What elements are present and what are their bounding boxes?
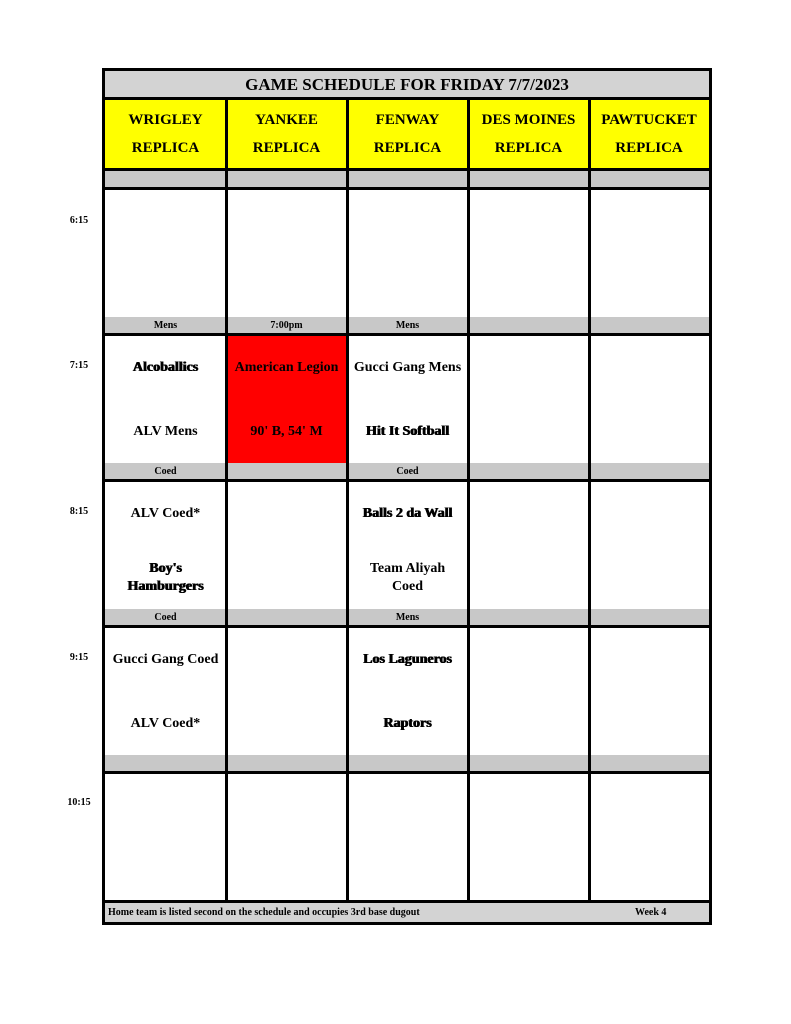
slot-label	[347, 171, 468, 190]
game-cell	[226, 482, 347, 609]
time-label-815: 8:15	[69, 506, 89, 517]
game-cell	[226, 774, 347, 899]
field-name: PAWTUCKET	[601, 112, 697, 128]
slot-label	[226, 609, 347, 628]
field-header-yankee	[226, 100, 347, 171]
home-team: 90' B, 54' M	[250, 424, 323, 439]
slot-label	[226, 463, 347, 482]
away-team: Los Laguneros	[363, 652, 452, 667]
field-header-pawtucket	[589, 100, 709, 171]
field-name: FENWAY	[375, 112, 440, 128]
away-team: Gucci Gang Coed	[112, 652, 219, 667]
time-label-715: 7:15	[69, 360, 89, 371]
column-divider	[346, 100, 349, 900]
schedule-table	[102, 68, 712, 925]
slot-label	[105, 171, 226, 190]
slot-label	[468, 171, 589, 190]
column-divider	[467, 100, 470, 900]
game-cell	[105, 190, 226, 317]
game-cell	[589, 628, 709, 755]
home-team: Boy's Hamburgers	[127, 561, 204, 594]
time-label-1015: 10:15	[67, 797, 91, 808]
game-cell	[105, 336, 226, 463]
home-team-note: Home team is listed second on the schedule and occupies 3rd base dugout	[108, 907, 420, 918]
field-type: REPLICA	[131, 140, 200, 156]
slot-label	[226, 171, 347, 190]
game-cell	[468, 336, 589, 463]
game-cell	[226, 190, 347, 317]
field-type: REPLICA	[615, 140, 683, 156]
away-team: Gucci Gang Mens	[353, 360, 462, 375]
game-cell	[347, 336, 468, 463]
slot-label	[589, 317, 709, 336]
game-cell	[589, 336, 709, 463]
slot-label: Coed	[105, 463, 226, 482]
home-team: ALV Coed*	[130, 716, 201, 731]
slot-label: Mens	[347, 609, 468, 628]
field-header-wrigley	[105, 100, 226, 171]
field-type: REPLICA	[494, 140, 563, 156]
field-type: REPLICA	[252, 140, 321, 156]
time-label-915: 9:15	[69, 652, 89, 663]
game-cell	[226, 628, 347, 755]
schedule-title: GAME SCHEDULE FOR FRIDAY 7/7/2023	[105, 71, 709, 100]
home-team: Raptors	[383, 716, 432, 731]
week-label: Week 4	[635, 907, 667, 918]
game-cell	[468, 628, 589, 755]
game-cell	[589, 190, 709, 317]
slot-label	[347, 755, 468, 774]
slot-label	[468, 609, 589, 628]
away-team: American Legion	[234, 360, 339, 375]
field-name: YANKEE	[255, 112, 318, 128]
game-cell	[347, 190, 468, 317]
slot-label	[589, 609, 709, 628]
away-team: ALV Coed*	[130, 506, 201, 521]
field-name: DES MOINES	[481, 112, 576, 128]
game-cell	[468, 774, 589, 899]
slot-label	[589, 755, 709, 774]
game-cell	[468, 190, 589, 317]
game-cell	[347, 482, 468, 609]
game-cell	[589, 482, 709, 609]
home-team: ALV Mens	[133, 424, 198, 439]
time-label-615: 6:15	[69, 215, 89, 226]
slot-label	[468, 317, 589, 336]
field-header-des-moines	[468, 100, 589, 171]
slot-label	[226, 755, 347, 774]
slot-label	[468, 755, 589, 774]
home-team: Team Aliyah Coed	[369, 561, 446, 594]
game-cell	[105, 774, 226, 899]
away-team: Alcoballics	[132, 360, 199, 375]
home-team: Hit It Softball	[365, 424, 450, 439]
slot-label: Coed	[347, 463, 468, 482]
game-cell	[226, 336, 347, 463]
slot-label	[589, 463, 709, 482]
slot-label: Mens	[105, 317, 226, 336]
slot-label: Mens	[347, 317, 468, 336]
away-team: Balls 2 da Wall	[362, 506, 453, 521]
slot-label: Coed	[105, 609, 226, 628]
slot-label	[468, 463, 589, 482]
game-cell	[105, 482, 226, 609]
column-divider	[588, 100, 591, 900]
field-name: WRIGLEY	[128, 112, 203, 128]
game-cell	[347, 628, 468, 755]
schedule-footer	[105, 900, 709, 922]
field-header-fenway	[347, 100, 468, 171]
field-type: REPLICA	[373, 140, 442, 156]
slot-label	[105, 755, 226, 774]
game-cell	[589, 774, 709, 899]
game-cell	[468, 482, 589, 609]
slot-label: 7:00pm	[226, 317, 347, 336]
column-divider	[225, 100, 228, 900]
slot-label	[589, 171, 709, 190]
game-cell	[347, 774, 468, 899]
game-cell	[105, 628, 226, 755]
